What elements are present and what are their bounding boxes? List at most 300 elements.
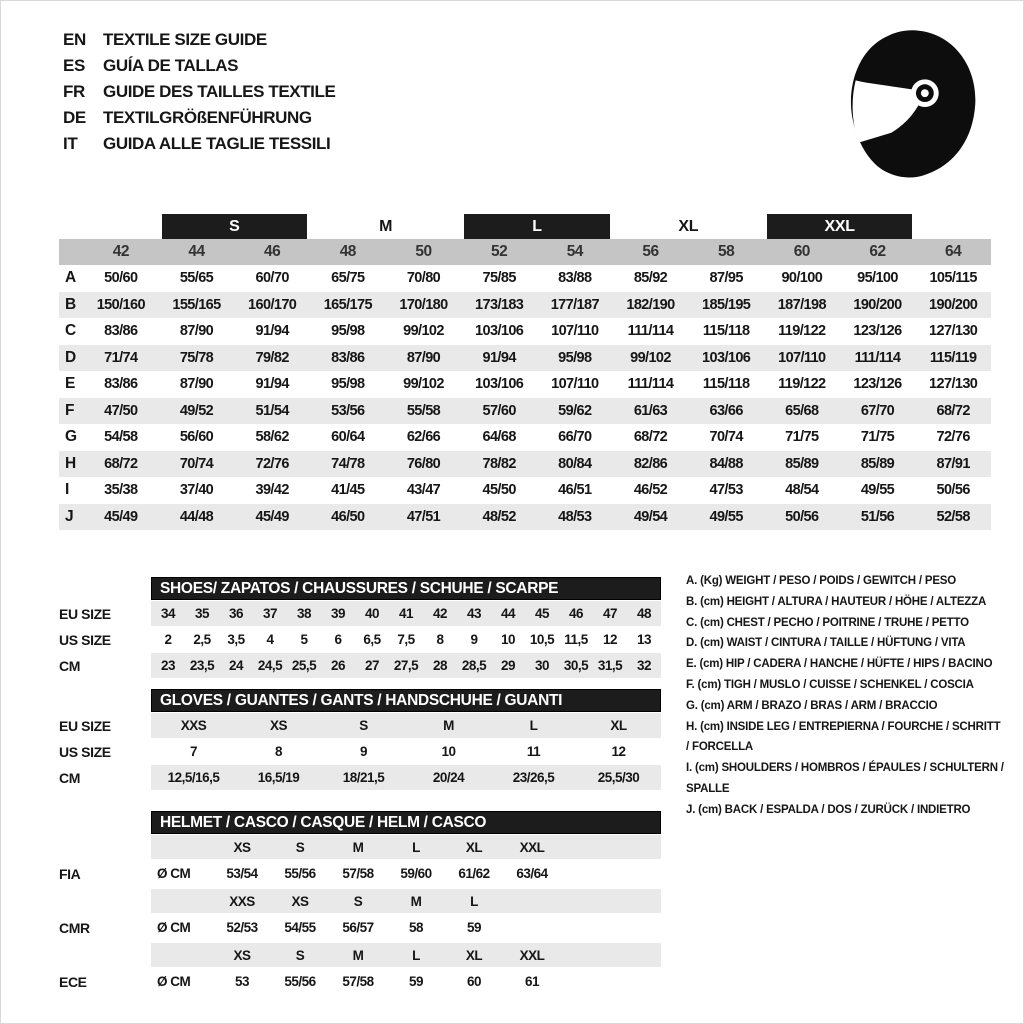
size-band-l: L — [464, 214, 609, 239]
table-cell: 123/126 — [853, 323, 902, 340]
size-value: XXS — [180, 718, 207, 733]
size-value: M — [443, 718, 454, 733]
table-cell: 45/50 — [482, 482, 516, 499]
row-label: J — [65, 507, 74, 525]
legend-item: F. (cm) TIGH / MUSLO / CUISSE / SCHENKEL / COSCIA — [686, 678, 974, 691]
size-value: 56/57 — [342, 920, 374, 935]
row-label: F — [65, 401, 75, 419]
size-value: 12,5/16,5 — [167, 770, 220, 785]
table-cell: 57/60 — [482, 402, 516, 419]
legend-item: G. (cm) ARM / BRAZO / BRAS / ARM / BRACCIO — [686, 699, 938, 712]
helmet-table-title: HELMET / CASCO / CASQUE / HELM / CASCO — [151, 811, 661, 834]
table-cell: 47/51 — [406, 508, 441, 525]
table-cell: 150/160 — [96, 296, 145, 313]
table-cell: 49/55 — [860, 482, 895, 499]
table-cell: 51/56 — [860, 508, 895, 525]
textile-row-f — [59, 398, 991, 425]
standard-label: ECE — [59, 973, 87, 990]
size-value: 23,5 — [189, 658, 215, 673]
table-cell: 43/47 — [406, 482, 441, 499]
numeric-size: 52 — [491, 243, 508, 260]
size-value: 20/24 — [432, 770, 465, 785]
size-value: 10 — [441, 744, 456, 759]
table-cell: 48/53 — [558, 508, 592, 525]
size-value: XL — [610, 718, 627, 733]
helmet-group-ece — [59, 943, 661, 995]
table-cell: 58/62 — [255, 429, 289, 446]
table-cell: 85/89 — [785, 455, 819, 472]
size-value: 52/53 — [226, 920, 258, 935]
size-value: 53/54 — [226, 866, 258, 881]
table-cell: 72/76 — [936, 429, 970, 446]
size-label-cell: XL — [465, 839, 483, 855]
size-value: 59/60 — [400, 866, 432, 881]
size-label-cell: S — [295, 839, 305, 855]
size-value: 60 — [466, 974, 482, 989]
table-cell: 61/63 — [633, 402, 668, 419]
textile-row-h — [59, 451, 991, 478]
gloves-table-title: GLOVES / GUANTES / GANTS / HANDSCHUHE / GUANTI — [151, 689, 661, 712]
row-values — [151, 653, 661, 678]
helmet-size-row — [59, 943, 661, 967]
legend-item: C. (cm) CHEST / PECHO / POITRINE / TRUHE / PETTO — [686, 616, 969, 629]
table-cell: 52/58 — [936, 508, 970, 525]
table-cell: 111/114 — [854, 349, 901, 366]
table-cell: 115/118 — [702, 323, 750, 340]
size-value: 53 — [234, 974, 250, 989]
shoes-table — [59, 577, 661, 678]
size-row — [59, 765, 661, 790]
size-label-cell: S — [295, 947, 305, 963]
size-value: 48 — [636, 606, 652, 621]
size-label-cell: XXL — [519, 947, 545, 963]
shoes-table-rows — [59, 601, 661, 678]
table-cell: 56/60 — [179, 429, 214, 446]
size-value: 10 — [500, 632, 516, 647]
size-value: 43 — [466, 606, 482, 621]
table-cell: 59/62 — [558, 402, 592, 419]
textile-table-body — [59, 265, 991, 530]
size-value: 8 — [274, 744, 282, 759]
size-label-cell: M — [352, 839, 364, 855]
table-cell: 107/110 — [551, 376, 599, 393]
size-value: 30 — [534, 658, 550, 673]
size-value: 12 — [602, 632, 618, 647]
table-cell: 173/183 — [475, 296, 524, 313]
size-label-cell: XXL — [519, 839, 545, 855]
table-cell: 50/56 — [936, 482, 970, 499]
helmet-group-cmr — [59, 889, 661, 941]
table-cell: 70/74 — [179, 455, 214, 472]
size-label-cell: XS — [233, 947, 251, 963]
size-value: 57/58 — [342, 974, 374, 989]
legend-item: A. (Kg) WEIGHT / PESO / POIDS / GEWITCH / PESO — [686, 575, 957, 587]
table-cell: 95/100 — [857, 270, 898, 287]
numeric-size-row — [59, 239, 991, 265]
table-cell: 99/102 — [403, 376, 444, 393]
table-cell: 170/180 — [399, 296, 448, 313]
table-cell: 49/52 — [179, 402, 214, 419]
table-cell: 87/91 — [936, 455, 970, 472]
size-value: 2 — [164, 632, 172, 647]
size-row — [59, 713, 661, 738]
size-label-cell: XS — [233, 839, 251, 855]
standard-label: CMR — [59, 919, 90, 936]
table-cell: 83/86 — [331, 349, 365, 366]
table-cell: 82/86 — [633, 455, 668, 472]
table-cell: 155/165 — [172, 296, 221, 313]
size-value: 24,5 — [257, 658, 283, 673]
row-label: EU SIZE — [59, 605, 111, 622]
table-cell: 67/70 — [860, 402, 895, 419]
table-cell: 115/118 — [702, 376, 750, 393]
table-cell: 107/110 — [551, 323, 599, 340]
size-value: 34 — [160, 606, 176, 621]
numeric-size: 42 — [112, 243, 129, 260]
table-cell: 91/94 — [255, 323, 289, 340]
table-cell: 84/88 — [709, 455, 743, 472]
size-value: 6 — [334, 632, 342, 647]
row-label: I — [65, 481, 70, 499]
language-title: TEXTILGRÖßENFÜHRUNG — [103, 108, 312, 127]
size-value: 41 — [398, 606, 414, 621]
numeric-size: 48 — [339, 243, 356, 260]
table-cell: 39/42 — [255, 482, 289, 499]
table-cell: 68/72 — [104, 455, 138, 472]
table-cell: 65/68 — [785, 402, 819, 419]
size-label-cell: M — [410, 893, 422, 909]
table-cell: 103/106 — [475, 376, 524, 393]
size-value: 44 — [500, 606, 516, 621]
table-cell: 66/70 — [558, 429, 592, 446]
table-cell: 75/78 — [179, 349, 214, 366]
textile-row-g — [59, 424, 991, 451]
size-value: 12 — [611, 744, 626, 759]
language-code: IT — [63, 134, 78, 153]
size-value: 26 — [330, 658, 346, 673]
size-value: 25,5 — [291, 658, 317, 673]
table-cell: 48/54 — [785, 482, 819, 499]
row-label: EU SIZE — [59, 717, 111, 734]
numeric-size: 46 — [264, 243, 281, 260]
size-value: 30,5 — [563, 658, 589, 673]
language-code: FR — [63, 82, 85, 101]
gloves-table-rows — [59, 713, 661, 790]
language-code: ES — [63, 56, 85, 75]
size-value: 9 — [359, 744, 367, 759]
size-value: 23 — [160, 658, 176, 673]
table-cell: 190/200 — [929, 296, 978, 313]
table-cell: 50/60 — [104, 270, 138, 287]
helmet-icon — [827, 23, 999, 191]
table-cell: 90/100 — [781, 270, 823, 287]
language-title: GUIDA ALLE TAGLIE TESSILI — [103, 134, 331, 153]
table-cell: 177/187 — [550, 296, 599, 313]
table-cell: 74/78 — [331, 455, 365, 472]
helmet-size-row — [59, 889, 661, 913]
helmet-value-row — [59, 860, 661, 887]
table-cell: 71/75 — [785, 429, 819, 446]
size-row — [59, 627, 661, 652]
size-value: 7 — [189, 744, 197, 759]
table-cell: 55/58 — [406, 402, 441, 419]
textile-size-table — [59, 214, 991, 530]
table-cell: 60/64 — [331, 429, 365, 446]
helmet-size-table — [59, 811, 661, 997]
table-cell: 63/66 — [709, 402, 743, 419]
table-cell: 107/110 — [778, 349, 826, 366]
size-value: 57/58 — [342, 866, 374, 881]
table-cell: 49/54 — [633, 508, 668, 525]
size-value: 35 — [194, 606, 210, 621]
size-value: 37 — [262, 606, 278, 621]
language-row — [63, 27, 335, 53]
size-label-cell: M — [352, 947, 364, 963]
table-cell: 87/90 — [179, 323, 214, 340]
size-value: 54/55 — [284, 920, 316, 935]
table-cell: 46/52 — [633, 482, 668, 499]
row-values — [151, 601, 661, 626]
row-values — [151, 914, 661, 941]
size-band-m: M — [379, 217, 393, 235]
table-cell: 95/98 — [558, 349, 592, 366]
size-row — [59, 739, 661, 764]
textile-row-d — [59, 345, 991, 372]
size-band-row — [59, 214, 991, 239]
table-cell: 48/52 — [482, 508, 516, 525]
legend-item: H. (cm) INSIDE LEG / ENTREPIERNA / FOURCHE / SCHRITT / FORCELLA — [686, 720, 1001, 754]
language-row — [63, 79, 335, 105]
size-label-cell: L — [470, 893, 478, 909]
numeric-size: 64 — [945, 243, 962, 260]
table-cell: 85/89 — [860, 455, 895, 472]
table-cell: 111/114 — [627, 323, 674, 340]
size-value: 61 — [524, 974, 540, 989]
legend-item: D. (cm) WAIST / CINTURA / TAILLE / HÜFTUNG / VITA — [686, 637, 966, 650]
language-row — [63, 53, 335, 79]
table-cell: 83/86 — [104, 376, 138, 393]
standard-label: FIA — [59, 865, 81, 882]
size-row — [59, 601, 661, 626]
size-value: XS — [269, 718, 287, 733]
helmet-size-row — [59, 835, 661, 859]
table-cell: 72/76 — [255, 455, 289, 472]
size-value: 7,5 — [397, 632, 415, 647]
table-cell: 70/80 — [406, 270, 441, 287]
size-value: 47 — [602, 606, 618, 621]
legend-item: B. (cm) HEIGHT / ALTURA / HAUTEUR / HÖHE / ALTEZZA — [686, 595, 987, 608]
size-label-cell: L — [412, 839, 420, 855]
textile-row-c — [59, 318, 991, 345]
table-cell: 103/106 — [475, 323, 524, 340]
numeric-size: 58 — [718, 243, 735, 260]
table-cell: 46/50 — [331, 508, 365, 525]
language-title: GUÍA DE TALLAS — [103, 56, 239, 75]
size-label-cell: XXS — [229, 893, 255, 909]
textile-row-i — [59, 477, 991, 504]
size-value: 42 — [432, 606, 448, 621]
helmet-value-row — [59, 968, 661, 995]
table-cell: 111/114 — [627, 376, 674, 393]
table-cell: 49/55 — [709, 508, 743, 525]
table-cell: 64/68 — [482, 429, 516, 446]
helmet-group-fia — [59, 835, 661, 887]
row-label: E — [65, 375, 76, 393]
language-code: DE — [63, 108, 86, 127]
size-value: 31,5 — [597, 658, 623, 673]
table-cell: 51/54 — [255, 402, 289, 419]
diameter-unit: Ø CM — [157, 974, 191, 989]
helmet-icon-svg — [827, 23, 999, 191]
table-cell: 95/98 — [331, 323, 365, 340]
size-value: 6,5 — [363, 632, 381, 647]
size-value: 4 — [266, 632, 274, 647]
language-list — [63, 27, 335, 157]
table-cell: 47/50 — [104, 402, 138, 419]
table-cell: 182/190 — [626, 296, 675, 313]
table-cell: 187/198 — [777, 296, 826, 313]
textile-row-j — [59, 504, 991, 531]
row-label: US SIZE — [59, 743, 111, 760]
row-values — [151, 765, 661, 790]
size-value: 9 — [470, 632, 478, 647]
table-cell: 35/38 — [104, 482, 138, 499]
diameter-unit: Ø CM — [157, 866, 191, 881]
language-row — [63, 105, 335, 131]
size-value: 27,5 — [393, 658, 419, 673]
table-cell: 87/90 — [406, 349, 441, 366]
size-value: 55/56 — [284, 866, 316, 881]
size-label-cell: XL — [465, 947, 483, 963]
table-cell: 85/92 — [633, 270, 668, 287]
numeric-size: 54 — [566, 243, 583, 260]
table-cell: 123/126 — [853, 376, 902, 393]
numeric-size: 62 — [869, 243, 886, 260]
size-value: 28,5 — [461, 658, 487, 673]
size-value: 55/56 — [284, 974, 316, 989]
row-label: C — [65, 322, 77, 340]
numeric-size: 50 — [415, 243, 432, 260]
size-label-cell: L — [412, 947, 420, 963]
size-value: 23/26,5 — [512, 770, 555, 785]
size-value: 25,5/30 — [597, 770, 640, 785]
table-cell: 44/48 — [179, 508, 214, 525]
size-value: 29 — [500, 658, 516, 673]
size-value: 13 — [636, 632, 652, 647]
table-cell: 41/45 — [331, 482, 365, 499]
size-value: 11 — [526, 744, 541, 759]
row-values — [151, 739, 661, 764]
table-cell: 45/49 — [104, 508, 138, 525]
textile-row-b — [59, 292, 991, 319]
size-value: 28 — [432, 658, 448, 673]
table-cell: 99/102 — [630, 349, 671, 366]
row-values — [151, 943, 661, 967]
size-value: 27 — [364, 658, 380, 673]
table-cell: 103/106 — [702, 349, 751, 366]
size-value: 63/64 — [516, 866, 548, 881]
row-values — [151, 713, 661, 738]
numeric-size: 44 — [188, 243, 205, 260]
table-cell: 119/122 — [778, 376, 826, 393]
table-cell: 71/75 — [860, 429, 895, 446]
table-cell: 160/170 — [248, 296, 297, 313]
table-cell: 105/115 — [929, 270, 977, 287]
table-cell: 115/119 — [929, 349, 977, 366]
legend-item: I. (cm) SHOULDERS / HOMBROS / ÉPAULES / SCHULTERN / SPALLE — [686, 762, 1004, 795]
size-label-cell: XS — [291, 893, 309, 909]
table-cell: 46/51 — [558, 482, 592, 499]
table-cell: 91/94 — [255, 376, 289, 393]
gloves-table — [59, 689, 661, 790]
row-label: D — [65, 348, 77, 366]
table-cell: 91/94 — [482, 349, 516, 366]
table-cell: 78/82 — [482, 455, 516, 472]
size-value: 39 — [330, 606, 346, 621]
table-cell: 83/88 — [558, 270, 592, 287]
size-value: 46 — [568, 606, 584, 621]
row-label: H — [65, 454, 77, 472]
size-band-xxl: XXL — [767, 214, 912, 239]
language-title: TEXTILE SIZE GUIDE — [103, 30, 267, 49]
shoes-table-title: SHOES/ ZAPATOS / CHAUSSURES / SCHUHE / SCARPE — [151, 577, 661, 600]
size-value: 3,5 — [227, 632, 245, 647]
size-value: 11,5 — [564, 632, 588, 647]
size-value: 18/21,5 — [342, 770, 385, 785]
table-cell: 95/98 — [331, 376, 365, 393]
language-row — [63, 131, 335, 157]
table-cell: 83/86 — [104, 323, 138, 340]
helmet-table-groups — [59, 835, 661, 995]
size-value: 5 — [300, 632, 308, 647]
table-cell: 87/95 — [709, 270, 743, 287]
numeric-size: 60 — [793, 243, 810, 260]
size-band-s: S — [162, 214, 307, 239]
size-value: L — [529, 718, 538, 733]
table-cell: 71/74 — [104, 349, 138, 366]
row-values — [151, 835, 661, 859]
table-cell: 185/195 — [702, 296, 751, 313]
row-label: CM — [59, 657, 80, 674]
textile-row-a — [59, 265, 991, 292]
measurement-legend — [686, 571, 1004, 821]
table-cell: 65/75 — [331, 270, 365, 287]
table-cell: 127/130 — [929, 376, 978, 393]
row-label: B — [65, 295, 77, 313]
row-label: US SIZE — [59, 631, 111, 648]
table-cell: 190/200 — [853, 296, 902, 313]
language-code: EN — [63, 30, 86, 49]
language-title: GUIDE DES TAILLES TEXTILE — [103, 82, 336, 101]
size-value: 32 — [636, 658, 652, 673]
legend-item: E. (cm) HIP / CADERA / HANCHE / HÜFTE / HIPS / BACINO — [686, 658, 993, 671]
table-cell: 79/82 — [255, 349, 289, 366]
table-cell: 127/130 — [929, 323, 978, 340]
row-values — [151, 889, 661, 913]
numeric-size: 56 — [642, 243, 659, 260]
size-band-xl: XL — [678, 217, 699, 235]
row-label: A — [65, 269, 77, 287]
size-value: 2,5 — [193, 632, 211, 647]
table-cell: 165/175 — [323, 296, 372, 313]
size-value: 40 — [364, 606, 380, 621]
table-cell: 60/70 — [255, 270, 289, 287]
table-cell: 45/49 — [255, 508, 289, 525]
table-cell: 47/53 — [709, 482, 743, 499]
table-cell: 87/90 — [179, 376, 214, 393]
size-value: 61/62 — [458, 866, 490, 881]
table-cell: 68/72 — [633, 429, 668, 446]
